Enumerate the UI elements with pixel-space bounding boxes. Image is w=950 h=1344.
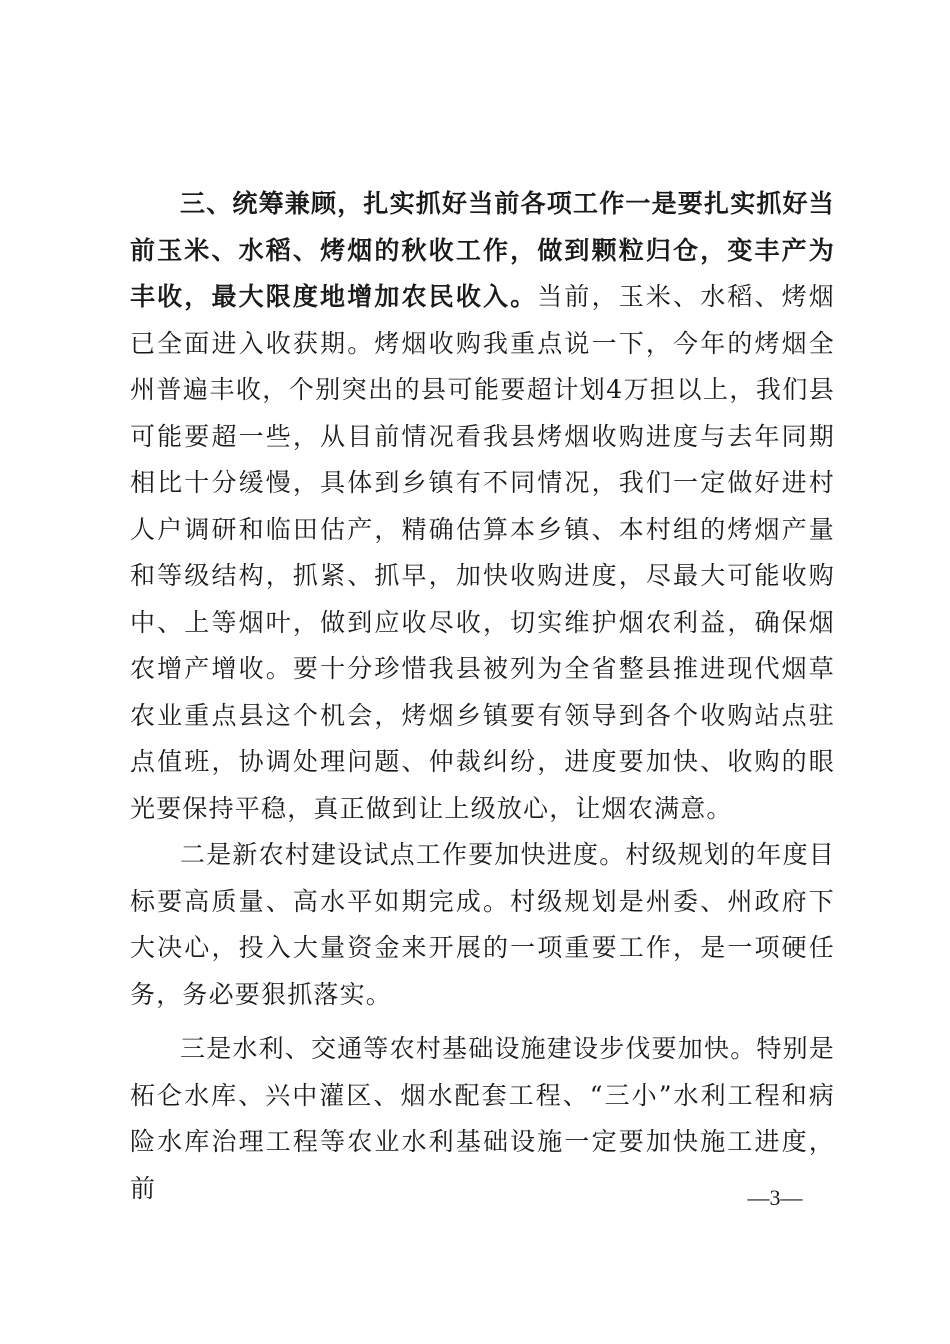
section-heading: 三、统筹兼顾，扎实抓好当前各项工作一是要扎实抓好当前玉米、水稻、烤烟的秋收工作，做到颗粒归仓，变丰产为丰收，最大限度地增加农民收入。: [130, 189, 836, 311]
paragraph-item-two: 二是新农村建设试点工作要加快进度。村级规划的年度目标要高质量、高水平如期完成。村级规划是州委、州政府下大决心，投入大量资金来开展的一项重要工作，是一项硬任务，务必要狠抓落实。: [130, 840, 836, 1009]
body-text: [130, 181, 835, 1212]
paragraph-body: 当前，玉米、水稻、烤烟已全面进入收获期。烤烟收购我重点说一下，今年的烤烟全州普遍丰收，个别突出的县可能要超计划4万担以上，我们县可能要超一些，从目前情况看我县烤烟收购进度与去年同期相比十分缓慢，具体到乡镇有不同情况，我们一定做好进村人户调研和临田估产，精确估算本乡镇、本村组的烤烟产量和等级结构，抓紧、抓早，加快收购进度，尽最大可能收购中、上等烟叶，做到应收尽收，切实维护烟农利益，确保烟农增产增收。要十分珍惜我县被列为全省整县推进现代烟草农业重点县这个机会，烤烟乡镇要有领导到各个收购站点驻点值班，协调处理问题、仲裁纠纷，进度要加快、收购的眼光要保持平稳，真正做到让上级放心，让烟农满意。: [130, 282, 835, 823]
paragraph-section-three: [130, 181, 835, 832]
page-number: —3—: [747, 1185, 803, 1210]
paragraph-item-three: 三是水利、交通等农村基础设施建设步伐要加快。特别是柘仑水库、兴中灌区、烟水配套工程、“三小”水利工程和病险水库治理工程等农业水利基础设施一定要加快施工进度，前: [130, 1034, 836, 1203]
